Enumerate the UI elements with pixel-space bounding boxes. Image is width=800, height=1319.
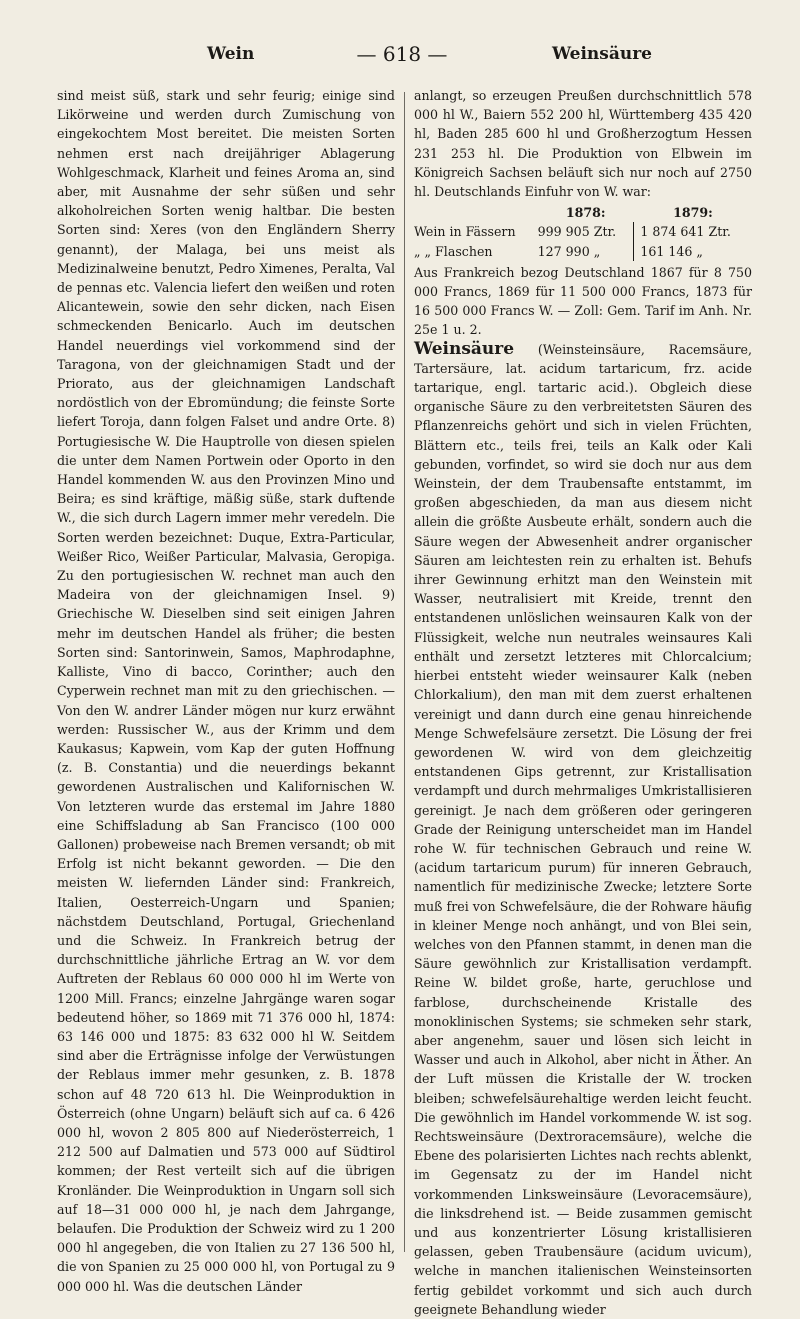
table-row — [414, 222, 752, 241]
row-value-1879: 161 146 „ — [634, 242, 752, 261]
table-row — [414, 242, 752, 261]
right-intro-text: anlangt, so erzeugen Preußen durchschnittlich 578 000 hl W., Baiern 552 200 hl, Württemberg 435 420 hl, Baden 285 600 hl und Großherzogtum Hessen 231 253 hl. Die Produktion von Elbwein im Königreich Sachsen beläuft sich nur noch auf 2750 hl. Deutschlands Einfuhr von W. war: — [414, 88, 752, 200]
year-1879: 1879: — [673, 205, 713, 221]
row-label: „ „ Flaschen — [414, 243, 493, 259]
page-header — [92, 44, 712, 74]
year-1878: 1878: — [565, 205, 606, 221]
row-value-1879: 1 874 641 Ztr. — [634, 222, 752, 241]
right-after-table-text: Aus Frankreich bezog Deutschland 1867 für 8 750 000 Francs, 1869 für 11 500 000 Francs, 1873 für 16 500 000 Francs W. — Zoll: Gem. Tarif im Anh. Nr. 25e 1 u. 2. — [414, 264, 752, 338]
left-column-text: sind meist süß, stark und sehr feurig; einige sind Likörweine und werden durch Zumischung von eingekochtem Most bereitet. Die meisten Sorten nehmen erst nach dreijähriger Ablagerung Wohlgeschmack, Klarheit und feines Aroma an, sind aber, mit Ausnahme der sehr süßen und sehr alkoholreichen Sorten wenig haltbar. Die besten Sorten sind: Xeres (von den Engländern Sherry genannt), der Malaga, bei uns meist als Medizinalweine benutzt, Pedro Ximenes, Peralta, Val de pennas etc. Valencia liefert den weißen und roten Alicantewein, sowie den sehr dicken, nach Eisen schmeckenden Benicarlo. Auch im deutschen Handel neuerdings viel vorkommend sind der Taragona, von der gleichnamigen Stadt und der Priorato, aus der gleichnamigen Landschaft nordöstlich von der Ebromündung; die feinste Sorte liefert Toroja, dann folgen Falset und andre Orte. 8) Portugiesische W. Die Hauptrolle von diesen spielen die unter dem Namen Portwein oder Oporto in den Handel kommenden W. aus den Provinzen Mino und Beira; es sind kräftige, mäßig süße, stark duftende W., die sich durch Lagern immer mehr veredeln. Die Sorten werden bezeichnet: Duque, Extra-Particular, Weißer Rico, Weißer Particular, Malvasia, Geropiga. Zu den portugiesischen W. rechnet man auch den Madeira von der gleichnamigen Insel. 9) Griechische W. Dieselben sind seit einigen Jahren mehr im deutschen Handel als früher; die besten Sorten sind: Santorinwein, Samos, Maphrodaphne, Kalliste, Vino di bacco, Corinther; auch den Cyperwein rechnet man mit zu den griechischen. — Von den W. andrer Länder mögen nur kurz erwähnt werden: Russischer W., aus der Krimm und dem Kaukasus; Kapwein, vom Kap der guten Hoffnung (z. B. Constantia) und die neuerdings bekannt gewordenen Australischen und Kalifornischen W. Von letzteren wurde das erstemal im Jahre 1880 eine Schiffsladung ab San Francisco (100 000 Gallonen) probeweise nach Bremen versandt; ob mit Erfolg ist nicht bekannt geworden. — Die den meisten W. liefernden Länder sind: Frankreich, Italien, Oesterreich-Ungarn und Spanien; nächstdem Deutschland, Portugal, Griechenland und die Schweiz. In Frankreich betrug der durchschnittliche jährliche Ertrag an W. vor dem Auftreten der Reblaus 60 000 000 hl im Werte von 1200 Mill. Francs; einzelne Jahrgänge waren sogar bedeutend höher, so 1869 mit 71 376 000 hl, 1874: 63 146 000 und 1875: 83 632 000 hl W. Seitdem sind aber die Erträgnisse infolge der Verwüstungen der Reblaus immer mehr gesunken, z. B. 1878 schon auf 48 720 613 hl. Die Weinproduktion in Österreich (ohne Ungarn) beläuft sich auf ca. 6 426 000 hl, wovon 2 805 800 auf Niederösterreich, 1 212 500 auf Dalmatien und 573 000 auf Südtirol kommen; der Rest verteilt sich auf die übrigen Kronländer. Die Weinproduktion in Ungarn soll sich auf 18—31 000 000 hl, je nach dem Jahrgange, belaufen. Die Produktion der Schweiz wird zu 1 200 000 hl angegeben, die von Italien zu 27 136 500 hl, die von Spanien zu 25 000 000 hl, von Portugal zu 9 000 000 hl. Was die deutschen Länder — [57, 88, 395, 1294]
entry-text: (Weinsteinsäure, Racemsäure, Tartersäure, lat. acidum tartaricum, frz. acide tartarique, engl. tartaric acid.). Obgleich diese organische Säure zu den verbreitetsten Säuren des Pflanzenreichs gehört und sich in vielen Früchten, Blättern etc., teils frei, teils an Kalk oder Kali gebunden, vorfindet, so wird sie doch nur aus dem Weinstein, der dem Traubensafte entstammt, im großen abgeschieden, da man aus diesem nicht allein die größte Ausbeute erhält, sondern auch die Säure wegen der Abwesenheit andrer organischer Säuren am leichtesten rein zu erhalten ist. Behufs ihrer Gewinnung erhitzt man den Weinstein mit Wasser, neutralisiert mit Kreide, trennt den entstandenen unlöslichen weinsauren Kalk von der Flüssigkeit, welche nun neutrales weinsaures Kali enthält und zersetzt letzteres mit Chlorcalcium; hierbei entsteht wieder weinsaurer Kalk (neben Chlorkalium), den man mit dem zuerst erhaltenen vereinigt und dann durch eine genau hinreichende Menge Schwefelsäure zersetzt. Die Lösung der frei gewordenen W. wird von dem gleichzeitig entstandenen Gips getrennt, zur Kristallisation verdampft und durch mehrmaliges Umkristallisieren gereinigt. Je nach dem größeren oder geringeren Grade der Reinigung unterscheidet man im Handel rohe W. für technischen Gebrauch und reine W. (acidum tartaricum purum) für inneren Gebrauch, namentlich für medizinische Zwecke; letztere Sorte muß frei von Schwefelsäure, die der Rohware häufig in kleiner Menge noch anhängt, und von Blei sein, welches von den Pfannen stammt, in denen man die Säure gewöhnlich zur Kristallisation verdampft. Reine W. bildet große, harte, geruchlose und farblose, durchscheinende Kristalle des monoklinischen Systems; sie schmeken sehr stark, aber angenehm, sauer und lösen sich leicht in Wasser und auch in Alkohol, aber nicht in Äther. An der Luft müssen die Kristalle der W. trocken bleiben; schwefelsäurehaltige werden leicht feucht. Die gewöhnlich im Handel vorkommende W. ist sog. Rechtsweinsäure (Dextroracemsäure), welche die Ebene des polarisierten Lichtes nach rechts ablenkt, im Gegensatz zu der im Handel nicht vorkommenden Linksweinsäure (Levoracemsäure), die linksdrehend ist. — Beide zusammen gemischt und aus konzentrierter Lösung kristallisieren gelassen, geben Traubensäure (acidum uvicum), welche in manchen italienischen Weinsteinsorten fertig gebildet vorkommt und sich auch durch geeignete Behandlung wieder — [414, 341, 752, 1317]
left-column — [57, 86, 395, 1296]
table-header-row — [414, 203, 752, 222]
row-label: Wein in Fässern — [414, 224, 516, 240]
page-number: — 618 — — [356, 42, 448, 66]
import-table — [414, 203, 752, 261]
entry-weinsaeure — [414, 340, 752, 1319]
entry-headword: Weinsäure — [414, 338, 515, 359]
row-value-1878: 999 905 Ztr. — [537, 224, 617, 240]
column-divider — [404, 92, 405, 1252]
right-column — [414, 86, 752, 1319]
header-left: Wein — [207, 44, 255, 64]
header-right: Weinsäure — [551, 44, 652, 64]
row-value-1878: 127 990 „ — [537, 243, 601, 259]
